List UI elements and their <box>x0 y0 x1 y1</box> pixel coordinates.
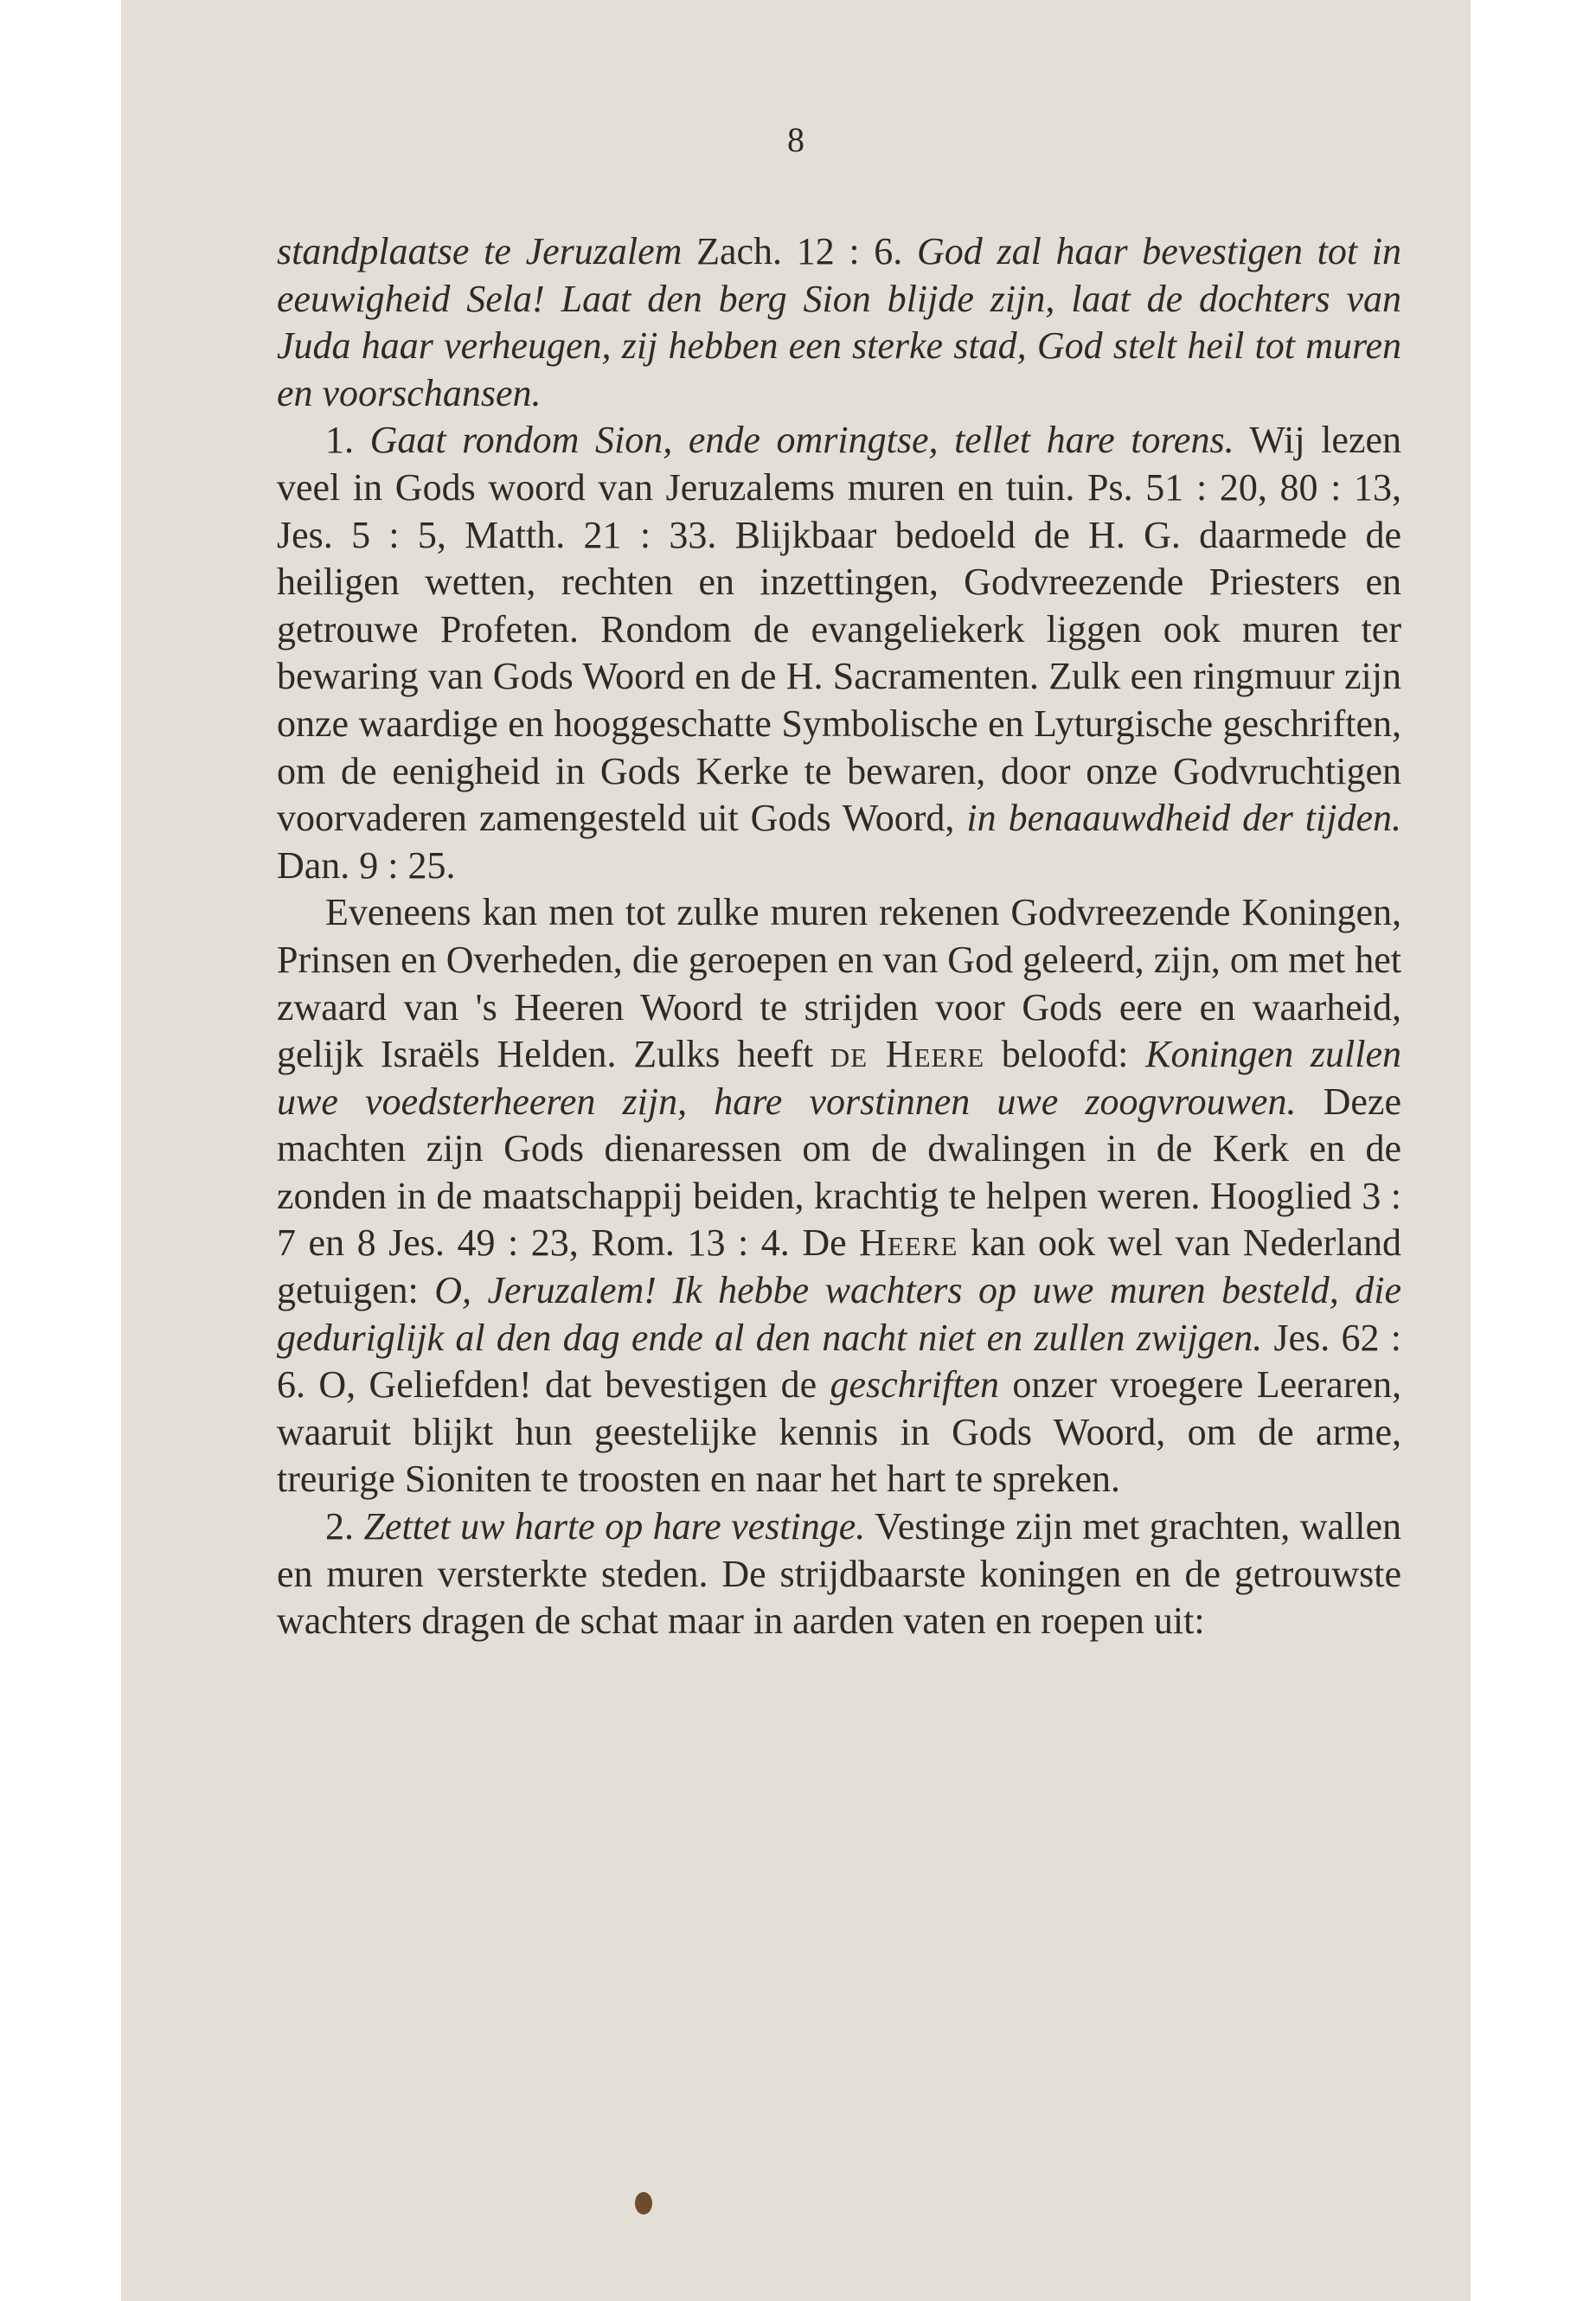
small-caps-name: Heere <box>859 1221 958 1265</box>
italic-phrase: Zettet uw harte op hare vestinge. <box>363 1505 866 1548</box>
section-number: 1. <box>325 419 370 462</box>
text-run: kan ook wel van Nederland getuigen: <box>277 1221 1401 1312</box>
text-run: beloofd: <box>984 1033 1146 1076</box>
italic-phrase: geschriften <box>830 1363 1000 1407</box>
paragraph-4 <box>277 1503 1401 1645</box>
body-text <box>277 228 1401 1645</box>
ink-spot <box>635 2192 652 2214</box>
paragraph-3 <box>277 889 1401 1503</box>
italic-phrase: Gaat rondom Sion, ende omringtse, tellet hare torens. <box>369 419 1234 462</box>
page-number: 8 <box>787 120 804 159</box>
italic-phrase: God zal haar bevestigen tot in eeuwigheid Sela! Laat den berg Sion blijde zijn, laat de dochters van Juda haar verheugen, zij hebben een sterke stad, God stelt heil tot muren en voorschansen. <box>277 230 1401 414</box>
italic-phrase: O, Jeruzalem! Ik hebbe wachters op uwe muren besteld, die geduriglijk al den dag ende al den nacht niet en zullen zwijgen. <box>277 1269 1401 1359</box>
text-run: Wij lezen veel in Gods woord van Jeruzalems muren en tuin. Ps. 51 : 20, 80 : 13, Jes. 5 : 5, Matth. 21 : 33. Blijkbaar bedoeld de H. G. daarmede de heiligen wetten, rechten en inzettingen, Godvreezende Priesters en getrouwe Profeten. Rondom de evangeliekerk liggen ook muren ter bewaring van Gods Woord en de H. Sacramenten. Zulk een ringmuur zijn onze waardige en hooggeschatte Symbolische en Lyturgische geschriften, om de eenigheid in Gods Kerke te bewaren, door onze Godvruchtigen voorvaderen zamengesteld uit Gods Woord, <box>277 419 1401 840</box>
text-run: Dan. 9 : 25. <box>277 843 456 887</box>
italic-phrase: Koningen zullen uwe voedsterheeren zijn, hare vorstinnen uwe zoogvrouwen. <box>277 1033 1401 1123</box>
paragraph-2 <box>277 417 1401 889</box>
section-number: 2. <box>325 1505 364 1548</box>
text-run: onzer vroegere Leeraren, waaruit blijkt hun geestelijke kennis in Gods Woord, om de arme, treurige Sioniten te troosten en naar het hart te spreken. <box>277 1363 1401 1501</box>
paragraph-1 <box>277 228 1401 417</box>
text-run: Zach. 12 : 6. <box>682 230 917 272</box>
text-run: Eveneens kan men tot zulke muren rekenen Godvreezende Koningen, Prinsen en Overheden, die geroepen en van God geleerd, zijn, om met het zwaard van 's Heeren Woord te strijden voor Gods eere en waarheid, gelijk Israëls Helden. Zulks heeft <box>277 891 1401 1076</box>
text-run: Jes. 62 : 6. O, Geliefden! dat bevestigen de <box>277 1316 1401 1407</box>
small-caps-name: de Heere <box>830 1033 985 1076</box>
italic-phrase: standplaatse te Jeruzalem <box>277 230 683 272</box>
text-run: Vestinge zijn met grachten, wallen en muren versterkte steden. De strijdbaarste koningen en de getrouwste wachters dragen de schat maar in aarden vaten en roepen uit: <box>277 1505 1401 1643</box>
book-page <box>121 0 1471 2301</box>
text-run: Deze machten zijn Gods dienaressen om de dwalingen in de Kerk en de zonden in de maatschappij beiden, krachtig te helpen weren. Hooglied 3 : 7 en 8 Jes. 49 : 23, Rom. 13 : 4. De <box>277 1080 1401 1265</box>
italic-phrase: in benaauwdheid der tijden. <box>966 797 1402 840</box>
